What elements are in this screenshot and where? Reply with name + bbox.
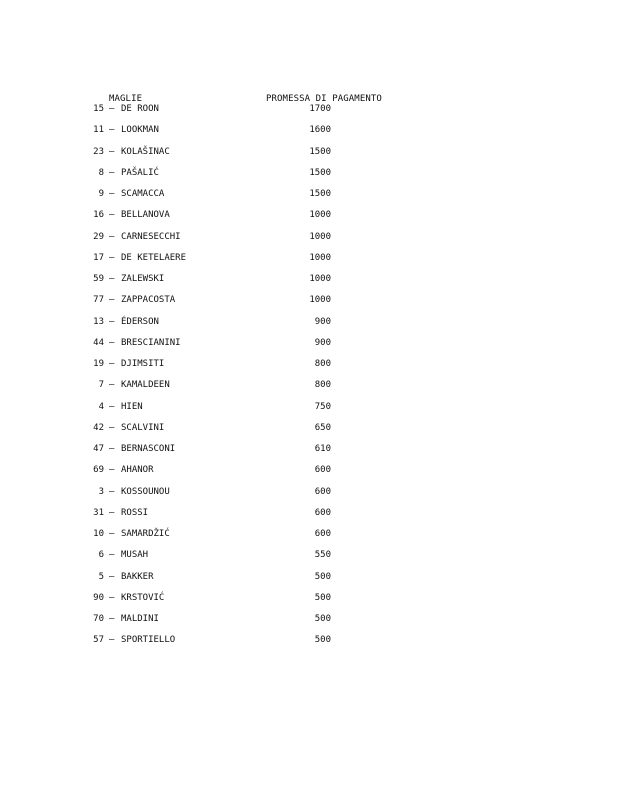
player-name: ROSSI	[121, 507, 149, 518]
player-name: MUSAH	[121, 550, 149, 561]
payment-amount: 500	[314, 571, 331, 582]
player-name: DJIMSITI	[121, 359, 165, 369]
payment-amount: 750	[314, 401, 331, 412]
list-item	[0, 487, 622, 508]
jersey-number: 3	[98, 486, 104, 497]
jersey-number: 8	[98, 167, 104, 178]
list-item	[0, 338, 622, 359]
jersey-number: 69	[93, 465, 104, 476]
list-item	[0, 593, 622, 614]
player-name: CARNESECCHI	[121, 231, 181, 242]
jersey-number: 15	[93, 104, 104, 114]
player-name: LOOKMAN	[121, 125, 159, 136]
player-name: KOLAŠINAC	[121, 146, 170, 157]
separator-dash: –	[109, 189, 115, 199]
jersey-number: 47	[93, 444, 104, 454]
separator-dash: –	[109, 592, 115, 603]
player-name: ZAPPACOSTA	[121, 295, 176, 306]
jersey-number: 77	[93, 295, 104, 306]
payment-amount: 600	[314, 465, 331, 476]
list-item	[0, 380, 622, 401]
payment-amount: 1000	[309, 295, 331, 306]
player-name: KRSTOVIĆ	[121, 592, 165, 603]
separator-dash: –	[109, 380, 115, 391]
separator-dash: –	[109, 444, 115, 454]
list-item	[0, 465, 622, 486]
list-item	[0, 444, 622, 465]
jersey-number: 90	[93, 592, 104, 603]
separator-dash: –	[109, 337, 115, 348]
jersey-number: 44	[93, 337, 104, 348]
payment-amount: 650	[314, 422, 331, 433]
separator-dash: –	[109, 125, 115, 136]
separator-dash: –	[109, 274, 115, 284]
payment-amount: 1000	[309, 231, 331, 242]
payment-amount: 1500	[309, 167, 331, 178]
separator-dash: –	[109, 529, 115, 539]
list-item	[0, 232, 622, 253]
separator-dash: –	[109, 614, 115, 624]
player-name: KOSSOUNOU	[121, 486, 170, 497]
payment-amount: 800	[314, 359, 331, 369]
list-item	[0, 359, 622, 380]
separator-dash: –	[109, 401, 115, 412]
payment-amount: 550	[314, 550, 331, 561]
column-header-maglie: MAGLIE	[109, 94, 143, 104]
list-item	[0, 423, 622, 444]
player-name: SAMARDŽIĆ	[121, 529, 170, 539]
payment-amount: 900	[314, 316, 331, 327]
jersey-number: 29	[93, 231, 104, 242]
player-name: KAMALDEEN	[121, 380, 170, 391]
player-name: DE KETELAERE	[121, 252, 187, 263]
separator-dash: –	[109, 231, 115, 242]
column-header-promessa: PROMESSA DI PAGAMENTO	[266, 94, 382, 104]
list-item	[0, 317, 622, 338]
list-item	[0, 147, 622, 168]
jersey-number: 42	[93, 422, 104, 433]
separator-dash: –	[109, 210, 115, 221]
player-name: BRESCIANINI	[121, 337, 181, 348]
separator-dash: –	[109, 550, 115, 561]
player-name: HIEN	[121, 401, 143, 412]
list-item	[0, 125, 622, 146]
separator-dash: –	[109, 422, 115, 433]
player-name: ZALEWSKI	[121, 274, 165, 284]
payment-amount: 610	[314, 444, 331, 454]
separator-dash: –	[109, 146, 115, 157]
player-name: SCALVINI	[121, 422, 165, 433]
list-item	[0, 274, 622, 295]
payment-amount: 1600	[309, 125, 331, 136]
list-item	[0, 210, 622, 231]
list-item	[0, 550, 622, 571]
player-name: BAKKER	[121, 571, 154, 582]
player-name: BERNASCONI	[121, 444, 176, 454]
jersey-number: 31	[93, 507, 104, 518]
payment-amount: 900	[314, 337, 331, 348]
player-name: BELLANOVA	[121, 210, 170, 221]
separator-dash: –	[109, 486, 115, 497]
jersey-number: 5	[98, 571, 104, 582]
list-item	[0, 402, 622, 423]
jersey-number: 17	[93, 252, 104, 263]
player-name: AHANOR	[121, 465, 154, 476]
payment-amount: 1500	[309, 146, 331, 157]
jersey-number: 7	[98, 380, 104, 391]
jersey-number: 19	[93, 359, 104, 369]
list-item	[0, 189, 622, 210]
separator-dash: –	[109, 359, 115, 369]
player-name: PAŠALIĆ	[121, 167, 159, 178]
separator-dash: –	[109, 104, 115, 114]
jersey-number: 59	[93, 274, 104, 284]
payment-amount: 600	[314, 529, 331, 539]
player-name: ÉDERSON	[121, 316, 159, 327]
list-item	[0, 572, 622, 593]
payment-amount: 600	[314, 486, 331, 497]
payment-amount: 600	[314, 507, 331, 518]
list-item	[0, 253, 622, 274]
jersey-number: 4	[98, 401, 104, 412]
payment-amount: 1500	[309, 189, 331, 199]
jersey-number: 9	[98, 189, 104, 199]
payment-amount: 1000	[309, 210, 331, 221]
separator-dash: –	[109, 252, 115, 263]
list-item	[0, 529, 622, 550]
jersey-number: 6	[98, 550, 104, 561]
list-item	[0, 508, 622, 529]
player-name: MALDINI	[121, 614, 159, 624]
separator-dash: –	[109, 167, 115, 178]
payment-amount: 800	[314, 380, 331, 391]
separator-dash: –	[109, 316, 115, 327]
jersey-number: 23	[93, 146, 104, 157]
player-name: SCAMACCA	[121, 189, 165, 199]
jersey-number: 13	[93, 316, 104, 327]
list-item	[0, 295, 622, 316]
jersey-number: 70	[93, 614, 104, 624]
list-item	[0, 635, 622, 656]
payment-amount: 500	[314, 614, 331, 624]
separator-dash: –	[109, 571, 115, 582]
player-list	[0, 104, 622, 657]
jersey-number: 57	[93, 635, 104, 646]
payment-amount: 500	[314, 592, 331, 603]
jersey-number: 16	[93, 210, 104, 221]
separator-dash: –	[109, 635, 115, 646]
jersey-number: 11	[93, 125, 104, 136]
jersey-number: 10	[93, 529, 104, 539]
payment-amount: 1000	[309, 274, 331, 284]
list-item	[0, 104, 622, 125]
separator-dash: –	[109, 465, 115, 476]
payment-amount: 1700	[309, 104, 331, 114]
list-item	[0, 168, 622, 189]
separator-dash: –	[109, 507, 115, 518]
player-name: SPORTIELLO	[121, 635, 176, 646]
list-item	[0, 614, 622, 635]
separator-dash: –	[109, 295, 115, 306]
payment-amount: 1000	[309, 252, 331, 263]
player-name: DE ROON	[121, 104, 159, 114]
payment-amount: 500	[314, 635, 331, 646]
